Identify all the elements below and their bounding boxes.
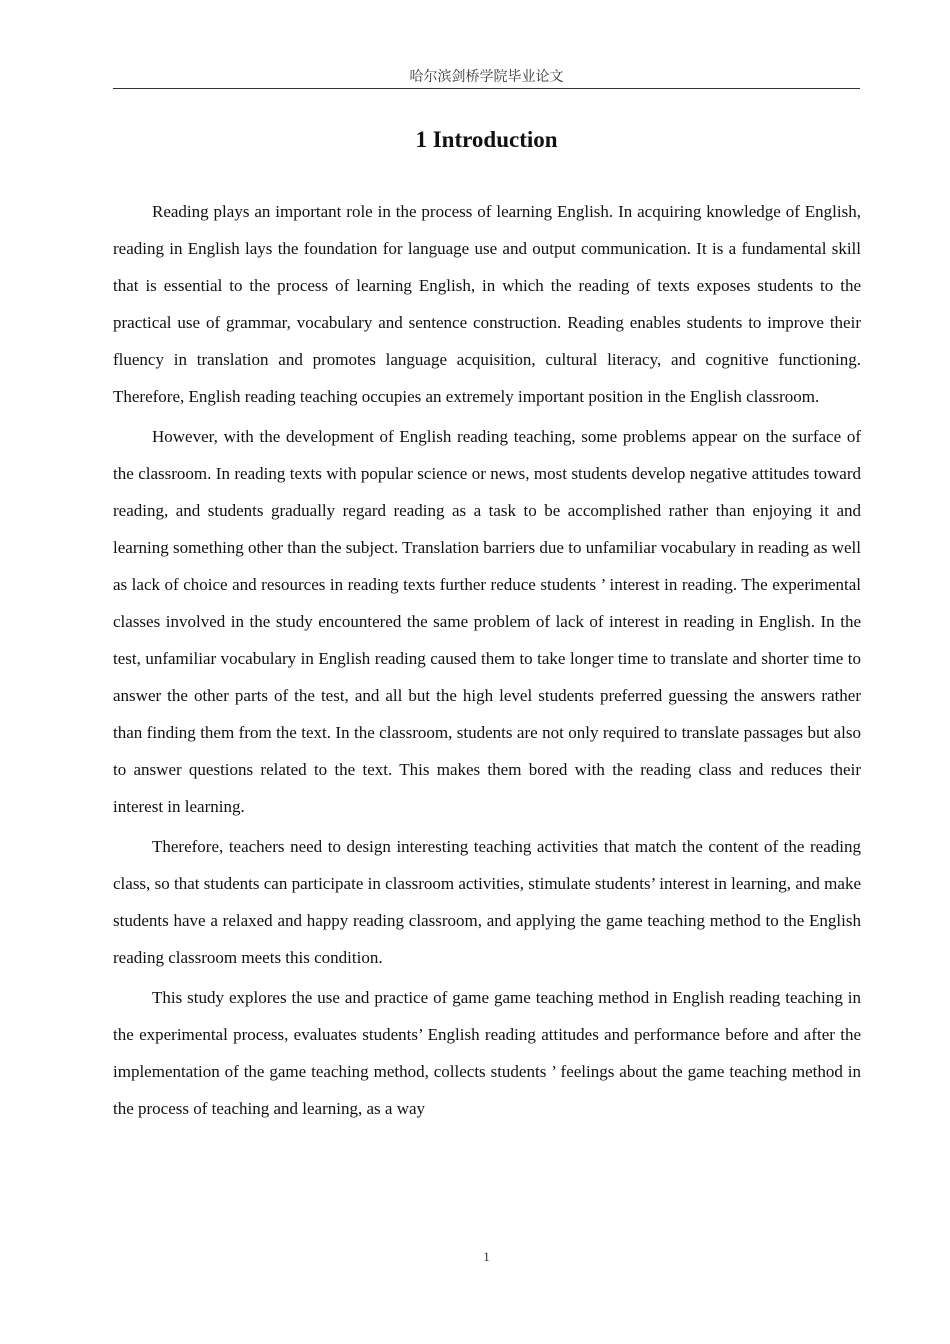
page-header: 哈尔滨剑桥学院毕业论文	[409, 69, 564, 85]
header-divider	[113, 88, 860, 89]
paragraph-4: This study explores the use and practice of game game teaching method in English reading teaching in the experimental process, evaluates students’ English reading attitudes and performance before and after the implementation of the game teaching method, collects students ’ feelings about the game teaching method in the process of teaching and learning, as a way	[113, 988, 861, 1118]
paragraph-3: Therefore, teachers need to design interesting teaching activities that match the content of the reading class, so that students can participate in classroom activities, stimulate students’ interest in learning, and make students have a relaxed and happy reading classroom, and applying the game teaching method to the English reading classroom meets this condition.	[113, 837, 861, 967]
paragraph-1: Reading plays an important role in the process of learning English. In acquiring knowledge of English, reading in English lays the foundation for language use and output communication. It is a fundamental skill that is essential to the process of learning English, in which the reading of texts exposes students to the practical use of grammar, vocabulary and sentence construction. Reading enables students to improve their fluency in translation and promotes language acquisition, cultural literacy, and cognitive functioning. Therefore, English reading teaching occupies an extremely important position in the English classroom.	[113, 202, 861, 406]
paragraph-2: However, with the development of English reading teaching, some problems appear on the surface of the classroom. In reading texts with popular science or news, most students develop negative attitudes toward reading, and students gradually regard reading as a task to be accomplished rather than enjoying it and learning something other than the subject. Translation barriers due to unfamiliar vocabulary in reading as well as lack of choice and resources in reading texts further reduce students ’ interest in reading. The experimental classes involved in the study encountered the same problem of lack of interest in reading in English. In the test, unfamiliar vocabulary in English reading caused them to take longer time to translate and shorter time to answer the other parts of the test, and all but the high level students preferred guessing the answers rather than finding them from the text. In the classroom, students are not only required to translate passages but also to answer questions related to the text. This makes them bored with the reading class and reduces their interest in learning.	[113, 427, 861, 816]
page-number: 1	[483, 1249, 490, 1264]
body-text	[113, 193, 861, 1130]
chapter-title: 1 Introduction	[415, 127, 558, 152]
